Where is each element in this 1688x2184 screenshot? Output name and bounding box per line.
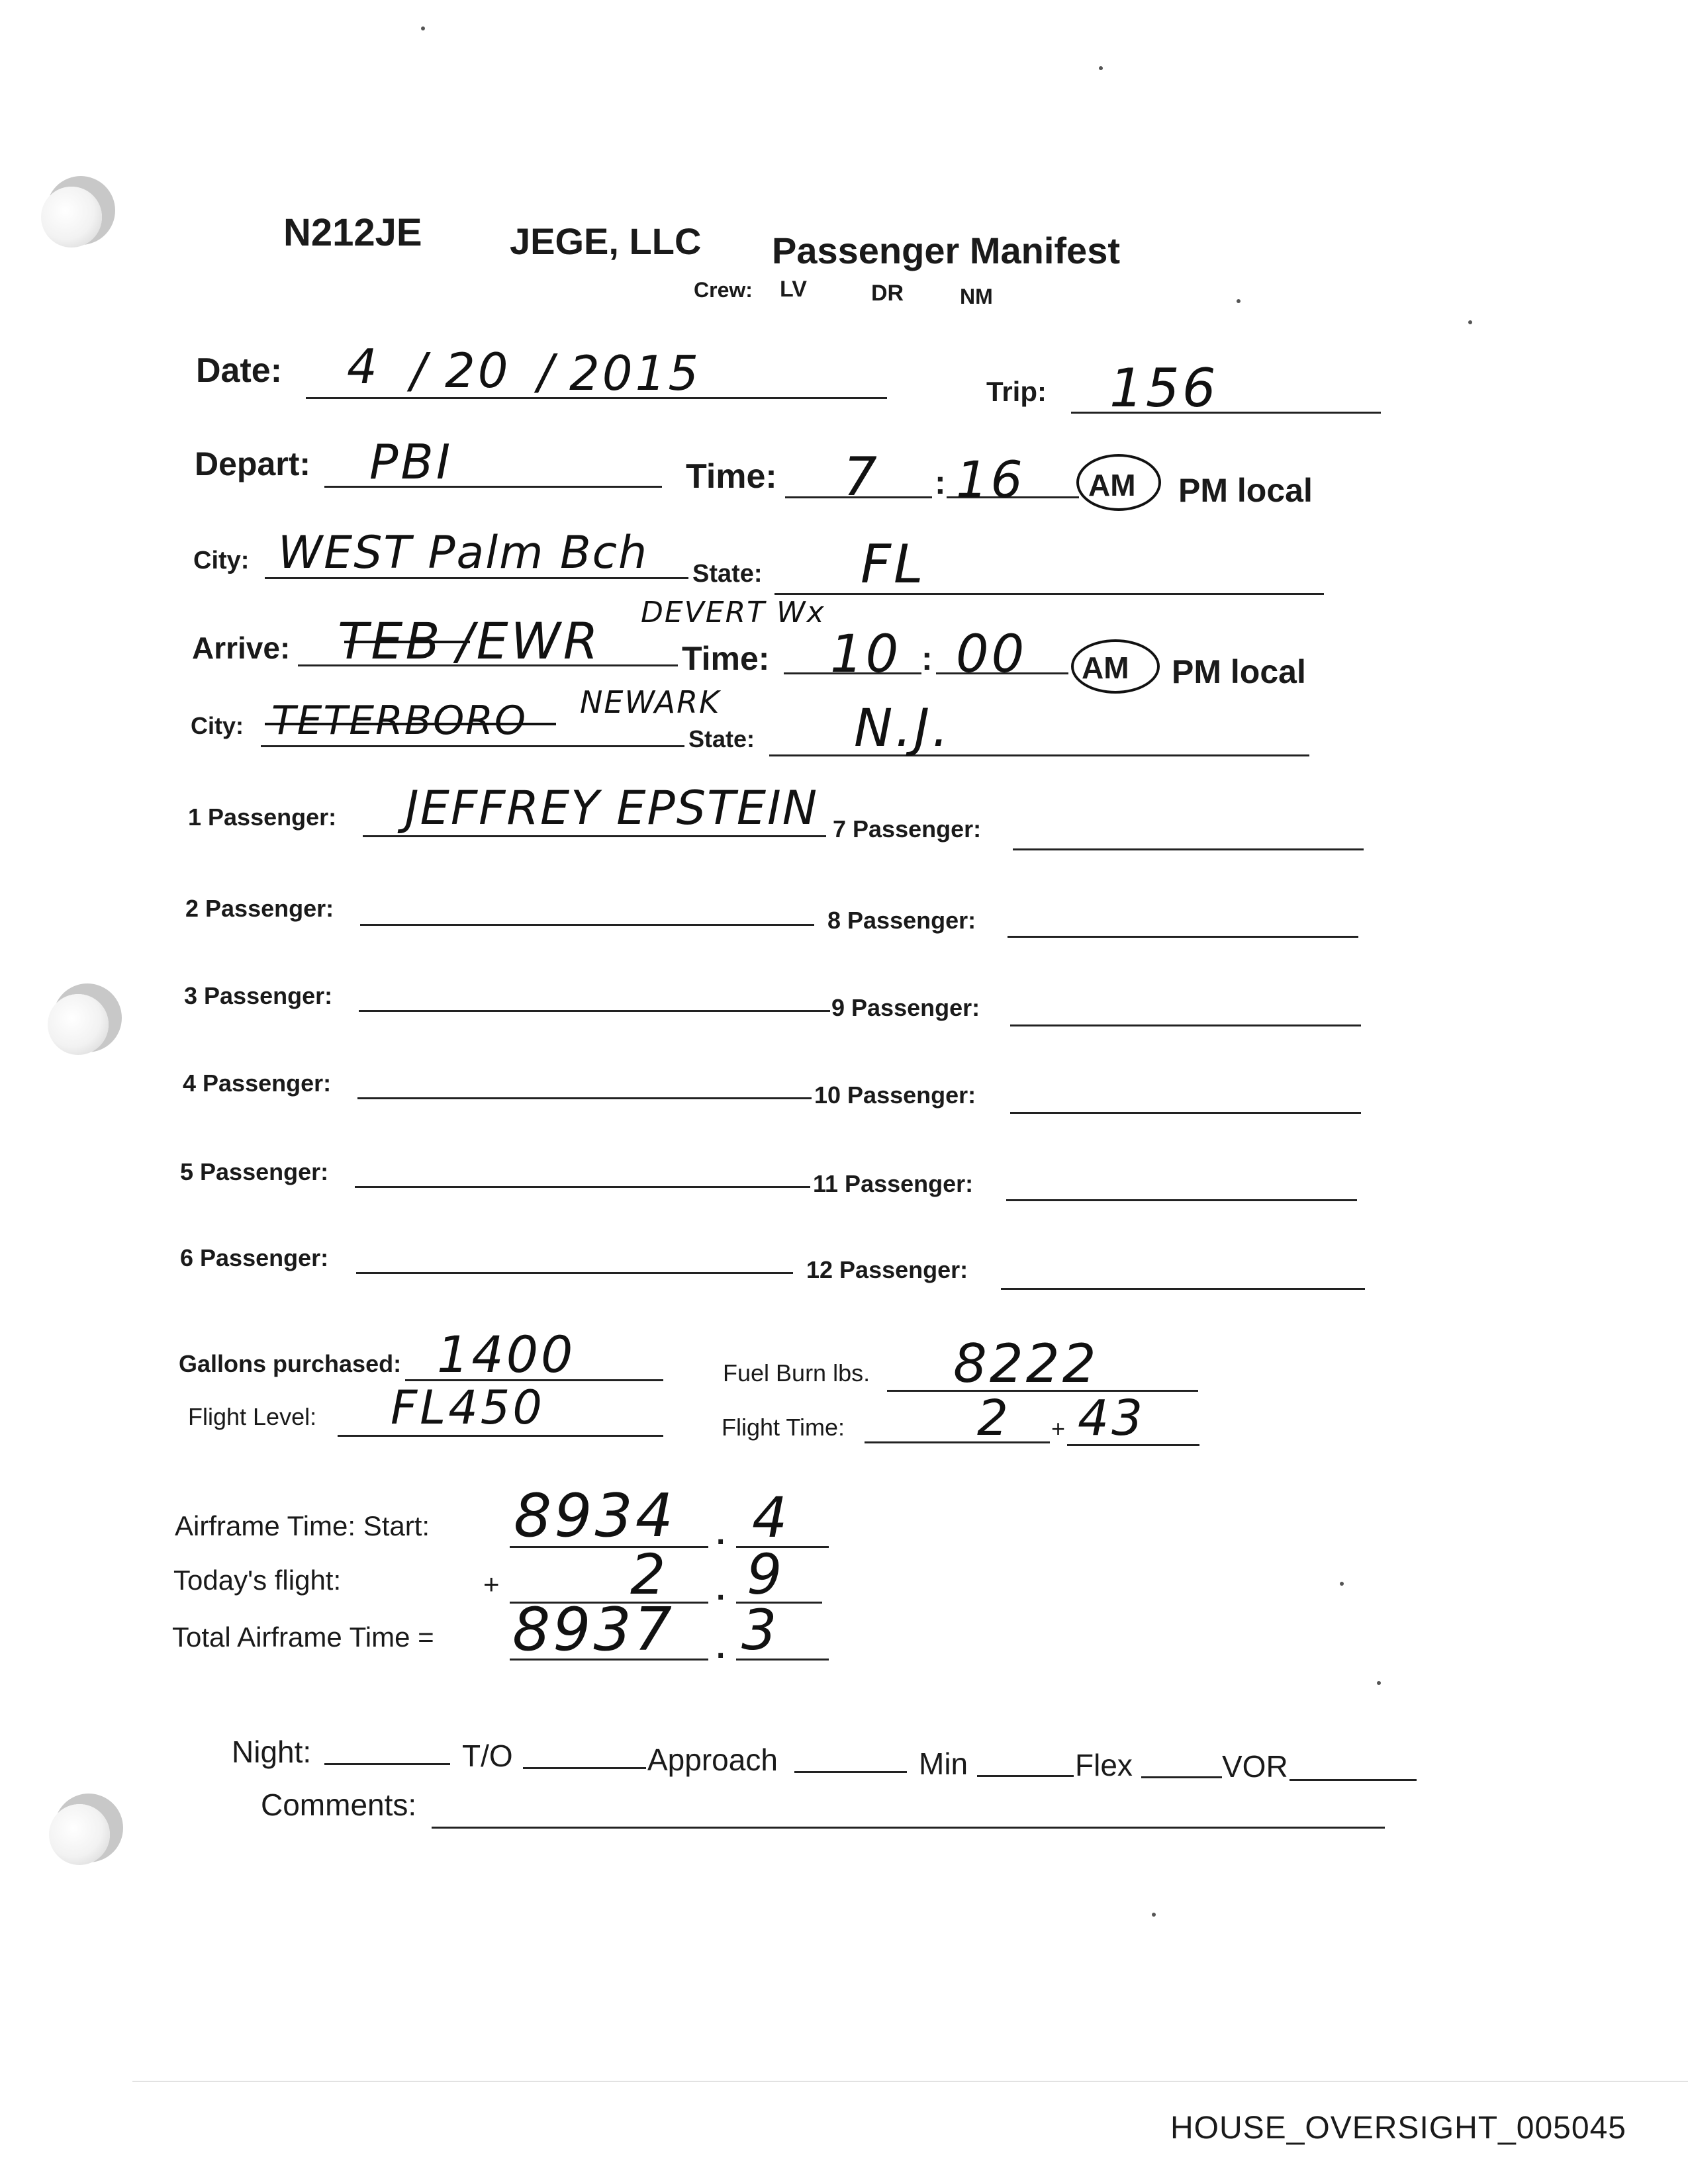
depart-state: FL xyxy=(861,533,926,595)
crew-member-lv: LV xyxy=(780,277,807,302)
binder-hole-middle xyxy=(48,994,109,1055)
airframe-start-tenth: 4 xyxy=(752,1485,790,1550)
passenger-3-line xyxy=(359,1010,830,1012)
min-label: Min xyxy=(919,1747,968,1781)
bates-number: HOUSE_OVERSIGHT_005045 xyxy=(1170,2111,1626,2146)
flight-time-hours-line xyxy=(865,1441,1050,1443)
arrive-hour: 10 xyxy=(830,625,902,684)
date-slash-1: / xyxy=(410,343,430,398)
arrive-label: Arrive: xyxy=(192,631,291,665)
tail-number: N212JE xyxy=(283,211,422,254)
scan-speck xyxy=(1340,1582,1344,1586)
arrive-airport: /EWR xyxy=(457,612,601,670)
todays-flight-tenth: 9 xyxy=(747,1542,785,1607)
trip-number: 156 xyxy=(1109,357,1219,419)
todays-flight-dot: . xyxy=(716,1572,726,1607)
date-day: 20 xyxy=(445,343,511,398)
depart-am: AM xyxy=(1088,468,1136,502)
min-line xyxy=(977,1775,1074,1777)
date-year: 2015 xyxy=(569,345,702,401)
arrive-state-line xyxy=(769,754,1309,756)
passenger-9-label: 9 Passenger: xyxy=(831,994,980,1021)
passenger-12-line xyxy=(1001,1288,1365,1290)
arrive-state: N.J. xyxy=(854,699,951,758)
passenger-10-line xyxy=(1010,1112,1361,1114)
arrive-city: NEWARK xyxy=(580,684,721,720)
vor-label: VOR xyxy=(1222,1749,1288,1784)
depart-state-label: State: xyxy=(692,560,763,588)
scan-speck xyxy=(421,26,425,30)
depart-city-label: City: xyxy=(193,547,250,574)
crew-member-dr: DR xyxy=(871,281,904,306)
binder-hole-bottom xyxy=(49,1804,110,1865)
total-airframe-label: Total Airframe Time = xyxy=(172,1621,434,1653)
arrive-pm-local: PM local xyxy=(1172,653,1306,690)
takeoff-line xyxy=(523,1767,646,1769)
passenger-11-line xyxy=(1006,1199,1357,1201)
depart-time-colon: : xyxy=(935,464,946,501)
passenger-8-label: 8 Passenger: xyxy=(827,907,976,934)
passenger-1-line xyxy=(363,835,826,837)
strikethrough-teb xyxy=(344,641,470,643)
flight-level-label: Flight Level: xyxy=(188,1403,317,1430)
passenger-6-line xyxy=(356,1272,793,1274)
crew-member-nm: NM xyxy=(960,285,993,308)
total-airframe-tenth: 3 xyxy=(741,1598,780,1662)
night-label: Night: xyxy=(232,1735,312,1769)
passenger-8-line xyxy=(1008,936,1358,938)
fuel-burn-value: 8222 xyxy=(953,1333,1099,1394)
passenger-4-line xyxy=(357,1097,812,1099)
arrive-time-colon: : xyxy=(921,640,933,677)
company-name: JEGE, LLC xyxy=(510,220,702,262)
passenger-1-name: JEFFREY EPSTEIN xyxy=(405,781,819,835)
gallons-label: Gallons purchased: xyxy=(179,1350,402,1377)
flight-level-value: FL450 xyxy=(391,1381,545,1435)
passenger-10-label: 10 Passenger: xyxy=(814,1081,976,1109)
vor-line xyxy=(1289,1779,1417,1781)
passenger-3-label: 3 Passenger: xyxy=(184,982,333,1009)
passenger-2-label: 2 Passenger: xyxy=(185,895,334,922)
todays-flight-whole: 2 xyxy=(630,1542,669,1607)
passenger-12-label: 12 Passenger: xyxy=(806,1256,968,1283)
depart-hour: 7 xyxy=(843,446,880,508)
arrive-am: AM xyxy=(1082,651,1129,685)
approach-label: Approach xyxy=(647,1743,778,1777)
passenger-5-line xyxy=(355,1186,810,1188)
trip-label: Trip: xyxy=(986,376,1047,407)
airframe-start-dot: . xyxy=(716,1516,726,1551)
divert-note: DEVERT Wx xyxy=(641,596,825,629)
depart-minute: 16 xyxy=(956,450,1025,509)
date-label: Date: xyxy=(196,351,283,390)
date-month: 4 xyxy=(347,339,380,394)
depart-state-line xyxy=(774,593,1324,595)
arrive-state-label: State: xyxy=(688,725,755,752)
arrive-city-label: City: xyxy=(191,712,244,739)
fuel-burn-label: Fuel Burn lbs. xyxy=(723,1359,870,1387)
scan-speck xyxy=(1468,320,1472,324)
flex-label: Flex xyxy=(1075,1748,1133,1782)
total-airframe-whole: 8937 xyxy=(512,1595,675,1664)
binder-hole-top xyxy=(41,187,102,248)
todays-flight-plus: + xyxy=(483,1569,500,1600)
flight-time-hours: 2 xyxy=(977,1390,1011,1447)
flight-time-minutes: 43 xyxy=(1078,1390,1146,1447)
total-airframe-dot: . xyxy=(716,1630,726,1665)
date-slash-2: / xyxy=(538,344,557,400)
strikethrough-teterboro xyxy=(265,723,556,725)
depart-time-label: Time: xyxy=(686,457,777,496)
flight-time-plus: + xyxy=(1051,1415,1066,1442)
depart-label: Depart: xyxy=(195,445,311,482)
arrive-crossed-airport: TEB xyxy=(338,612,443,670)
arrive-crossed-city: TETERBORO xyxy=(271,698,528,744)
scan-edge-line xyxy=(132,2081,1688,2082)
scan-speck xyxy=(1152,1913,1156,1917)
comments-label: Comments: xyxy=(261,1788,417,1822)
scan-speck xyxy=(1377,1681,1381,1685)
scan-speck xyxy=(1099,66,1103,70)
arrive-minute: 00 xyxy=(956,625,1027,684)
passenger-1-label: 1 Passenger: xyxy=(188,803,337,831)
passenger-4-label: 4 Passenger: xyxy=(183,1069,332,1097)
passenger-11-label: 11 Passenger: xyxy=(813,1170,974,1197)
flight-time-label: Flight Time: xyxy=(722,1414,845,1441)
approach-line xyxy=(794,1771,907,1773)
arrive-city-line xyxy=(261,745,684,747)
depart-city: WEST Palm Bch xyxy=(278,527,649,579)
comments-line xyxy=(432,1827,1385,1829)
passenger-2-line xyxy=(360,924,814,926)
todays-flight-label: Today's flight: xyxy=(173,1565,342,1596)
arrive-time-label: Time: xyxy=(682,640,770,677)
scan-speck xyxy=(1237,299,1241,303)
depart-pm-local: PM local xyxy=(1178,472,1313,509)
passenger-7-label: 7 Passenger: xyxy=(833,815,982,842)
passenger-5-label: 5 Passenger: xyxy=(180,1158,329,1185)
airframe-start-label: Airframe Time: Start: xyxy=(175,1510,430,1541)
page-title: Passenger Manifest xyxy=(772,230,1120,271)
flight-level-line xyxy=(338,1435,663,1437)
crew-label: Crew: xyxy=(694,278,753,302)
airframe-start-whole: 8934 xyxy=(514,1481,677,1551)
gallons-value: 1400 xyxy=(437,1325,576,1384)
depart-airport: PBI xyxy=(369,434,453,490)
passenger-9-line xyxy=(1010,1024,1361,1026)
flex-line xyxy=(1141,1776,1222,1778)
night-line xyxy=(324,1763,450,1765)
takeoff-label: T/O xyxy=(462,1739,513,1773)
passenger-7-line xyxy=(1013,848,1364,850)
passenger-6-label: 6 Passenger: xyxy=(180,1244,329,1271)
